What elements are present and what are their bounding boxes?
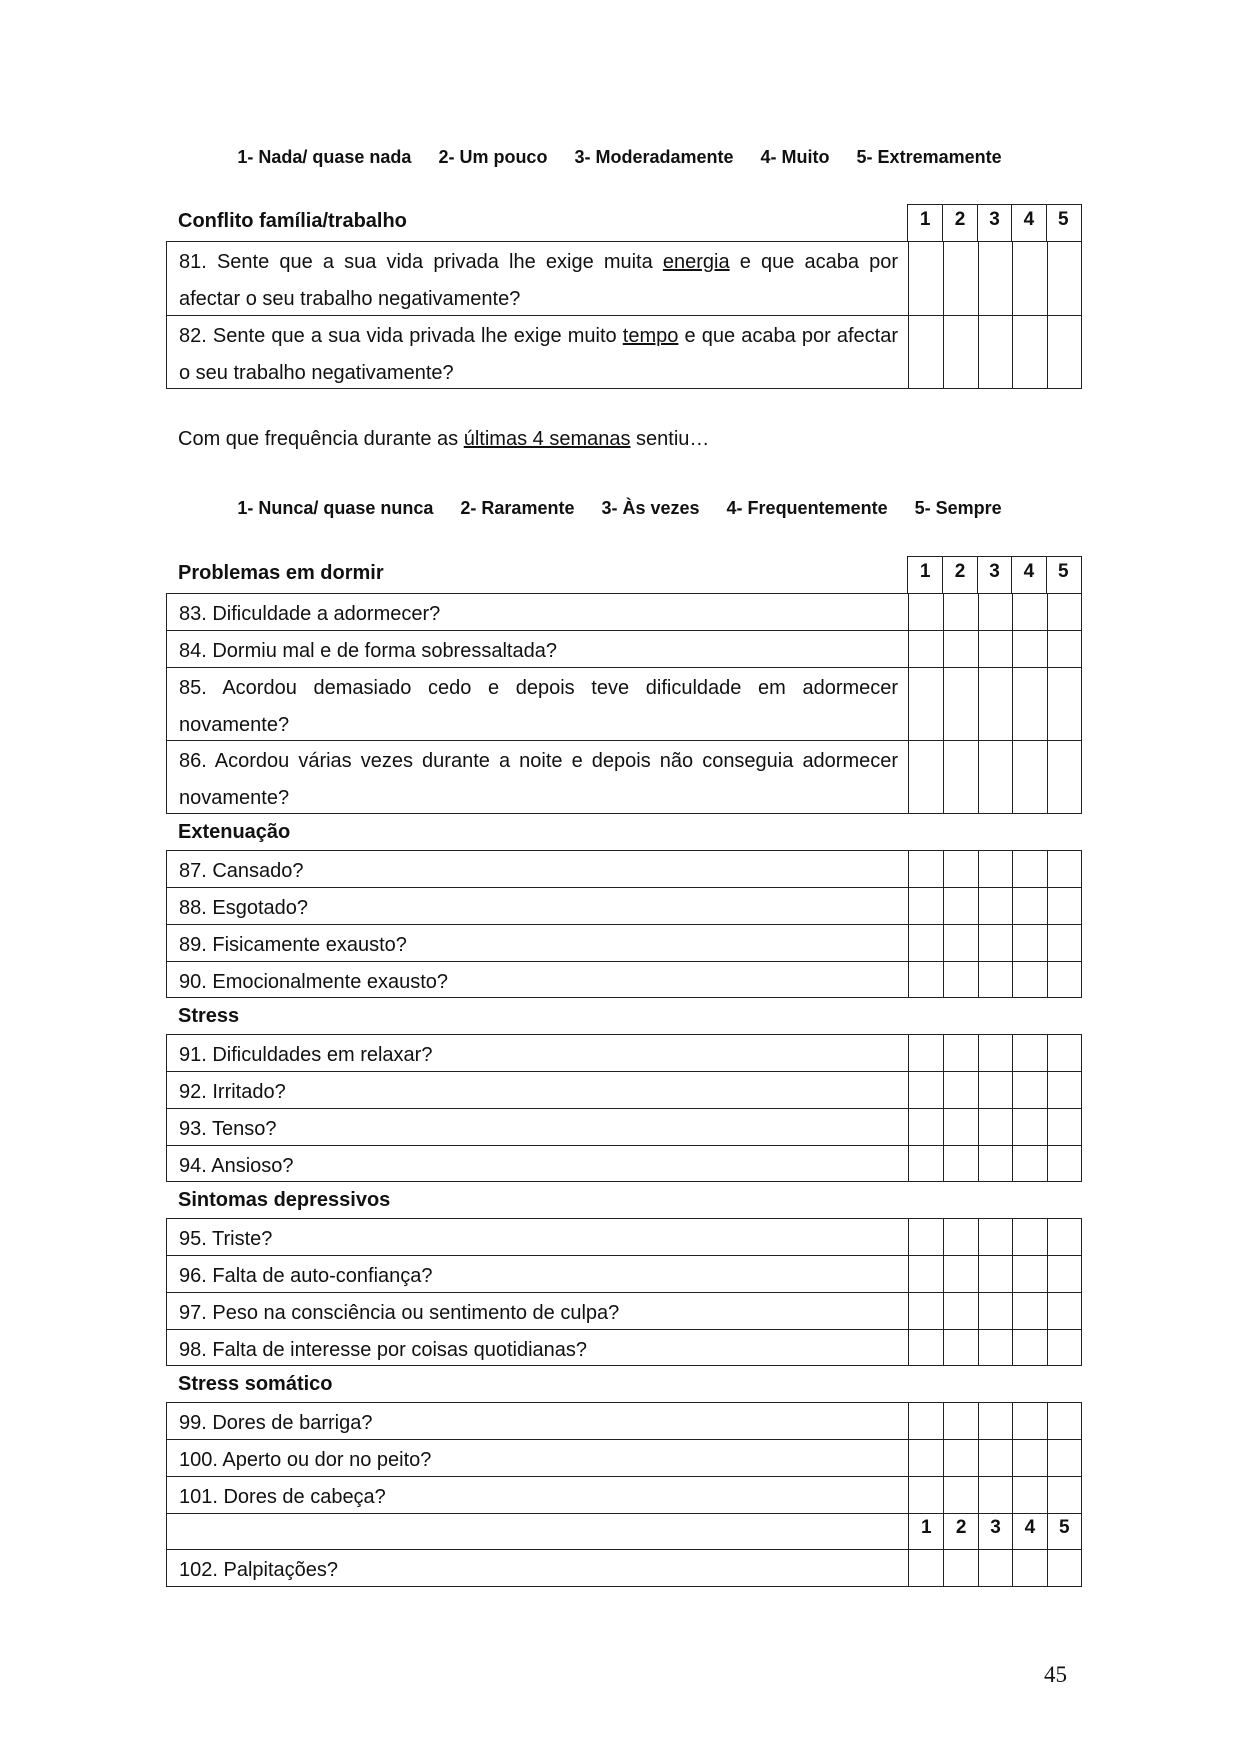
frequency-table	[166, 556, 1082, 1587]
answer-cell-2[interactable]	[943, 1256, 977, 1292]
answer-cell-1[interactable]	[909, 1293, 943, 1329]
answer-cell-3[interactable]	[978, 1109, 1012, 1145]
answer-cell-4[interactable]	[1012, 1293, 1046, 1329]
answer-cell-1[interactable]	[909, 741, 943, 813]
question-text: 84. Dormiu mal e de forma sobressaltada?	[167, 631, 909, 667]
column-header: 3	[977, 205, 1011, 241]
page-number: 45	[1044, 1662, 1067, 1687]
column-header: 2	[942, 205, 976, 241]
question-text: 101. Dores de cabeça?	[167, 1477, 909, 1513]
table-header-row	[166, 1513, 1082, 1549]
question-text: 92. Irritado?	[167, 1072, 909, 1108]
answer-cell-3[interactable]	[978, 668, 1012, 740]
answer-cell-3[interactable]	[978, 1440, 1012, 1476]
table-row	[166, 1071, 1082, 1108]
response-scale-frequency	[0, 498, 1239, 519]
answer-cell-1[interactable]	[909, 851, 943, 887]
answer-cell-5[interactable]	[1047, 242, 1081, 315]
answer-cell-2[interactable]	[943, 741, 977, 813]
answer-cell-1[interactable]	[909, 594, 943, 630]
scale-option: 4- Frequentemente	[726, 498, 888, 518]
answer-cell-2[interactable]	[943, 242, 977, 315]
answer-cell-1[interactable]	[909, 668, 943, 740]
scale-option: 5- Extremamente	[856, 147, 1002, 167]
answer-cell-3[interactable]	[978, 1293, 1012, 1329]
answer-cell-3[interactable]	[978, 1477, 1012, 1513]
column-header: 1	[919, 209, 931, 230]
question-text: 99. Dores de barriga?	[167, 1403, 909, 1439]
table-row	[166, 1255, 1082, 1292]
table-row	[166, 315, 1082, 389]
answer-cell-1[interactable]	[909, 1403, 943, 1439]
scale-option: 2- Um pouco	[438, 147, 548, 167]
answer-cell-5[interactable]	[1047, 1477, 1081, 1513]
table-row	[166, 1034, 1082, 1071]
answer-cell-2[interactable]	[943, 1403, 977, 1439]
question-text: 100. Aperto ou dor no peito?	[167, 1440, 909, 1476]
answer-cell-2[interactable]	[943, 888, 977, 924]
answer-cell-5[interactable]	[1047, 316, 1081, 388]
answer-cell-1[interactable]	[909, 1440, 943, 1476]
conflict-table	[166, 204, 1082, 389]
answer-cell-4[interactable]	[1012, 741, 1046, 813]
answer-cell-4[interactable]	[1012, 962, 1046, 997]
frequency-intro: Com que frequência durante as últimas 4 semanas sentiu…	[178, 428, 710, 450]
answer-cell-3[interactable]	[978, 851, 1012, 887]
question-text: 94. Ansioso?	[167, 1146, 909, 1181]
section-title: Sintomas depressivos	[178, 1189, 391, 1211]
table-row	[166, 593, 1082, 630]
section-title: Stress somático	[178, 1373, 333, 1395]
column-header: 1	[920, 1517, 932, 1538]
answer-cell-4[interactable]	[1012, 1035, 1046, 1071]
table-row	[166, 241, 1082, 315]
answer-cell-2[interactable]	[943, 1146, 977, 1181]
answer-cell-1[interactable]	[909, 962, 943, 997]
table-row	[166, 1439, 1082, 1476]
answer-cell-1[interactable]	[909, 1550, 943, 1586]
answer-cell-4[interactable]	[1012, 851, 1046, 887]
table-row	[166, 1145, 1082, 1182]
response-scale-intensity	[0, 147, 1239, 168]
table-row	[166, 630, 1082, 667]
answer-cell-3[interactable]	[978, 1403, 1012, 1439]
answer-cell-2[interactable]	[943, 668, 977, 740]
answer-cell-2[interactable]	[943, 594, 977, 630]
answer-cell-5[interactable]	[1047, 1330, 1081, 1365]
question-text: 102. Palpitações?	[167, 1550, 909, 1586]
answer-cell-1[interactable]	[909, 1477, 943, 1513]
question-text: 89. Fisicamente exausto?	[167, 925, 909, 961]
answer-cell-2[interactable]	[943, 851, 977, 887]
answer-cell-4[interactable]	[1012, 1109, 1046, 1145]
scale-option: 3- Às vezes	[601, 498, 700, 518]
scale-option: 1- Nada/ quase nada	[237, 147, 412, 167]
answer-cell-4[interactable]	[1012, 1219, 1046, 1255]
answer-cell-5[interactable]	[1047, 1550, 1081, 1586]
table-row	[166, 1402, 1082, 1439]
column-header: 2	[943, 1514, 977, 1549]
answer-cell-4[interactable]	[1012, 1403, 1046, 1439]
answer-cell-2[interactable]	[943, 1440, 977, 1476]
column-header: 4	[1012, 1514, 1046, 1549]
column-header: 1	[919, 561, 931, 582]
answer-cell-5[interactable]	[1047, 1219, 1081, 1255]
answer-cell-5[interactable]	[1047, 851, 1081, 887]
scale-option: 5- Sempre	[914, 498, 1002, 518]
answer-cell-3[interactable]	[978, 925, 1012, 961]
column-headers	[907, 556, 1082, 593]
answer-cell-3[interactable]	[978, 1035, 1012, 1071]
table-row	[166, 667, 1082, 740]
column-header: 3	[977, 557, 1011, 593]
question-text: 82. Sente que a sua vida privada lhe exige muito tempo e que acaba por afectar o seu trabalho negativamente?	[167, 316, 909, 388]
answer-cell-2[interactable]	[943, 925, 977, 961]
section-header-row	[166, 998, 1082, 1034]
question-text: 98. Falta de interesse por coisas quotidianas?	[167, 1330, 909, 1365]
column-header: 5	[1047, 1514, 1081, 1549]
answer-cell-5[interactable]	[1047, 1440, 1081, 1476]
answer-cell-4[interactable]	[1012, 316, 1046, 388]
answer-cell-4[interactable]	[1012, 594, 1046, 630]
answer-cell-2[interactable]	[943, 1219, 977, 1255]
answer-cell-3[interactable]	[978, 741, 1012, 813]
section-header-row	[166, 1366, 1082, 1402]
answer-cell-4[interactable]	[1012, 1146, 1046, 1181]
answer-cell-5[interactable]	[1047, 1293, 1081, 1329]
answer-cell-1[interactable]	[909, 316, 943, 388]
column-header: 5	[1046, 557, 1080, 593]
answer-cell-1[interactable]	[909, 1330, 943, 1365]
question-text: 81. Sente que a sua vida privada lhe exige muita energia e que acaba por afectar o seu trabalho negativamente?	[167, 242, 909, 315]
table-row	[166, 887, 1082, 924]
question-text: 88. Esgotado?	[167, 888, 909, 924]
answer-cell-2[interactable]	[943, 631, 977, 667]
answer-cell-3[interactable]	[978, 888, 1012, 924]
answer-cell-4[interactable]	[1012, 1256, 1046, 1292]
answer-cell-4[interactable]	[1012, 242, 1046, 315]
question-text: 96. Falta de auto-confiança?	[167, 1256, 909, 1292]
scale-option: 3- Moderadamente	[574, 147, 734, 167]
answer-cell-1[interactable]	[909, 242, 943, 315]
column-header: 3	[978, 1514, 1012, 1549]
answer-cell-1[interactable]	[909, 1219, 943, 1255]
table-row	[166, 1292, 1082, 1329]
answer-cell-1[interactable]	[909, 888, 943, 924]
answer-cell-2[interactable]	[943, 1293, 977, 1329]
scale-option: 2- Raramente	[460, 498, 575, 518]
answer-cell-4[interactable]	[1012, 1550, 1046, 1586]
answer-cell-2[interactable]	[943, 1109, 977, 1145]
answer-cell-1[interactable]	[909, 1146, 943, 1181]
question-text: 86. Acordou várias vezes durante a noite e depois não conseguia adormecer novamente?	[167, 741, 909, 813]
answer-cell-5[interactable]	[1047, 1109, 1081, 1145]
column-headers	[907, 204, 1082, 241]
answer-cell-4[interactable]	[1012, 925, 1046, 961]
answer-cell-4[interactable]	[1012, 1072, 1046, 1108]
answer-cell-1[interactable]	[909, 1256, 943, 1292]
column-header: 5	[1046, 205, 1080, 241]
table-row	[166, 1218, 1082, 1255]
answer-cell-3[interactable]	[978, 1219, 1012, 1255]
table-row	[166, 924, 1082, 961]
table-row	[166, 1476, 1082, 1513]
answer-cell-2[interactable]	[943, 1035, 977, 1071]
question-text: 97. Peso na consciência ou sentimento de culpa?	[167, 1293, 909, 1329]
answer-cell-4[interactable]	[1012, 888, 1046, 924]
answer-cell-1[interactable]	[909, 1109, 943, 1145]
column-header: 4	[1011, 557, 1045, 593]
scale-option: 1- Nunca/ quase nunca	[237, 498, 434, 518]
answer-cell-2[interactable]	[943, 316, 977, 388]
answer-cell-3[interactable]	[978, 1550, 1012, 1586]
section-title: Conflito família/trabalho	[178, 210, 407, 232]
answer-cell-3[interactable]	[978, 1256, 1012, 1292]
empty-cell	[167, 1514, 909, 1549]
answer-cell-1[interactable]	[909, 925, 943, 961]
question-text: 95. Triste?	[167, 1219, 909, 1255]
answer-cell-5[interactable]	[1047, 1072, 1081, 1108]
answer-cell-5[interactable]	[1047, 668, 1081, 740]
table-row	[166, 1108, 1082, 1145]
answer-cell-2[interactable]	[943, 1477, 977, 1513]
answer-cell-1[interactable]	[909, 631, 943, 667]
answer-cell-4[interactable]	[1012, 1477, 1046, 1513]
table-row	[166, 961, 1082, 998]
section-header-row	[166, 814, 1082, 850]
question-text: 85. Acordou demasiado cedo e depois teve dificuldade em adormecer novamente?	[167, 668, 909, 740]
question-text: 90. Emocionalmente exausto?	[167, 962, 909, 997]
answer-cell-3[interactable]	[978, 1072, 1012, 1108]
section-title: Extenuação	[178, 821, 291, 843]
table-row	[166, 1549, 1082, 1587]
answer-cell-5[interactable]	[1047, 1256, 1081, 1292]
question-text: 87. Cansado?	[167, 851, 909, 887]
answer-cell-3[interactable]	[978, 631, 1012, 667]
table-row	[166, 850, 1082, 887]
answer-cell-3[interactable]	[978, 1146, 1012, 1181]
answer-cell-4[interactable]	[1012, 1330, 1046, 1365]
answer-cell-5[interactable]	[1047, 888, 1081, 924]
scale-option: 4- Muito	[760, 147, 830, 167]
answer-cell-5[interactable]	[1047, 1035, 1081, 1071]
table-row	[166, 740, 1082, 814]
answer-cell-4[interactable]	[1012, 668, 1046, 740]
answer-cell-5[interactable]	[1047, 962, 1081, 997]
table-row	[166, 1329, 1082, 1366]
answer-cell-2[interactable]	[943, 1330, 977, 1365]
answer-cell-4[interactable]	[1012, 631, 1046, 667]
answer-cell-2[interactable]	[943, 962, 977, 997]
question-text: 83. Dificuldade a adormecer?	[167, 594, 909, 630]
answer-cell-5[interactable]	[1047, 1403, 1081, 1439]
answer-cell-3[interactable]	[978, 316, 1012, 388]
answer-cell-5[interactable]	[1047, 594, 1081, 630]
answer-cell-3[interactable]	[978, 1330, 1012, 1365]
table-header-row	[166, 556, 1082, 593]
question-text: 91. Dificuldades em relaxar?	[167, 1035, 909, 1071]
answer-cell-5[interactable]	[1047, 925, 1081, 961]
section-title: Problemas em dormir	[178, 562, 384, 584]
answer-cell-2[interactable]	[943, 1550, 977, 1586]
answer-cell-5[interactable]	[1047, 1146, 1081, 1181]
section-title: Stress	[178, 1005, 240, 1027]
answer-cell-4[interactable]	[1012, 1440, 1046, 1476]
answer-cell-1[interactable]	[909, 1072, 943, 1108]
section-header-row	[166, 1182, 1082, 1218]
answer-cell-1[interactable]	[909, 1035, 943, 1071]
answer-cell-5[interactable]	[1047, 631, 1081, 667]
answer-cell-5[interactable]	[1047, 741, 1081, 813]
answer-cell-3[interactable]	[978, 594, 1012, 630]
column-header: 4	[1011, 205, 1045, 241]
answer-cell-2[interactable]	[943, 1072, 977, 1108]
answer-cell-3[interactable]	[978, 242, 1012, 315]
answer-cell-3[interactable]	[978, 962, 1012, 997]
question-text: 93. Tenso?	[167, 1109, 909, 1145]
column-header: 2	[942, 557, 976, 593]
table-header-row	[166, 204, 1082, 241]
